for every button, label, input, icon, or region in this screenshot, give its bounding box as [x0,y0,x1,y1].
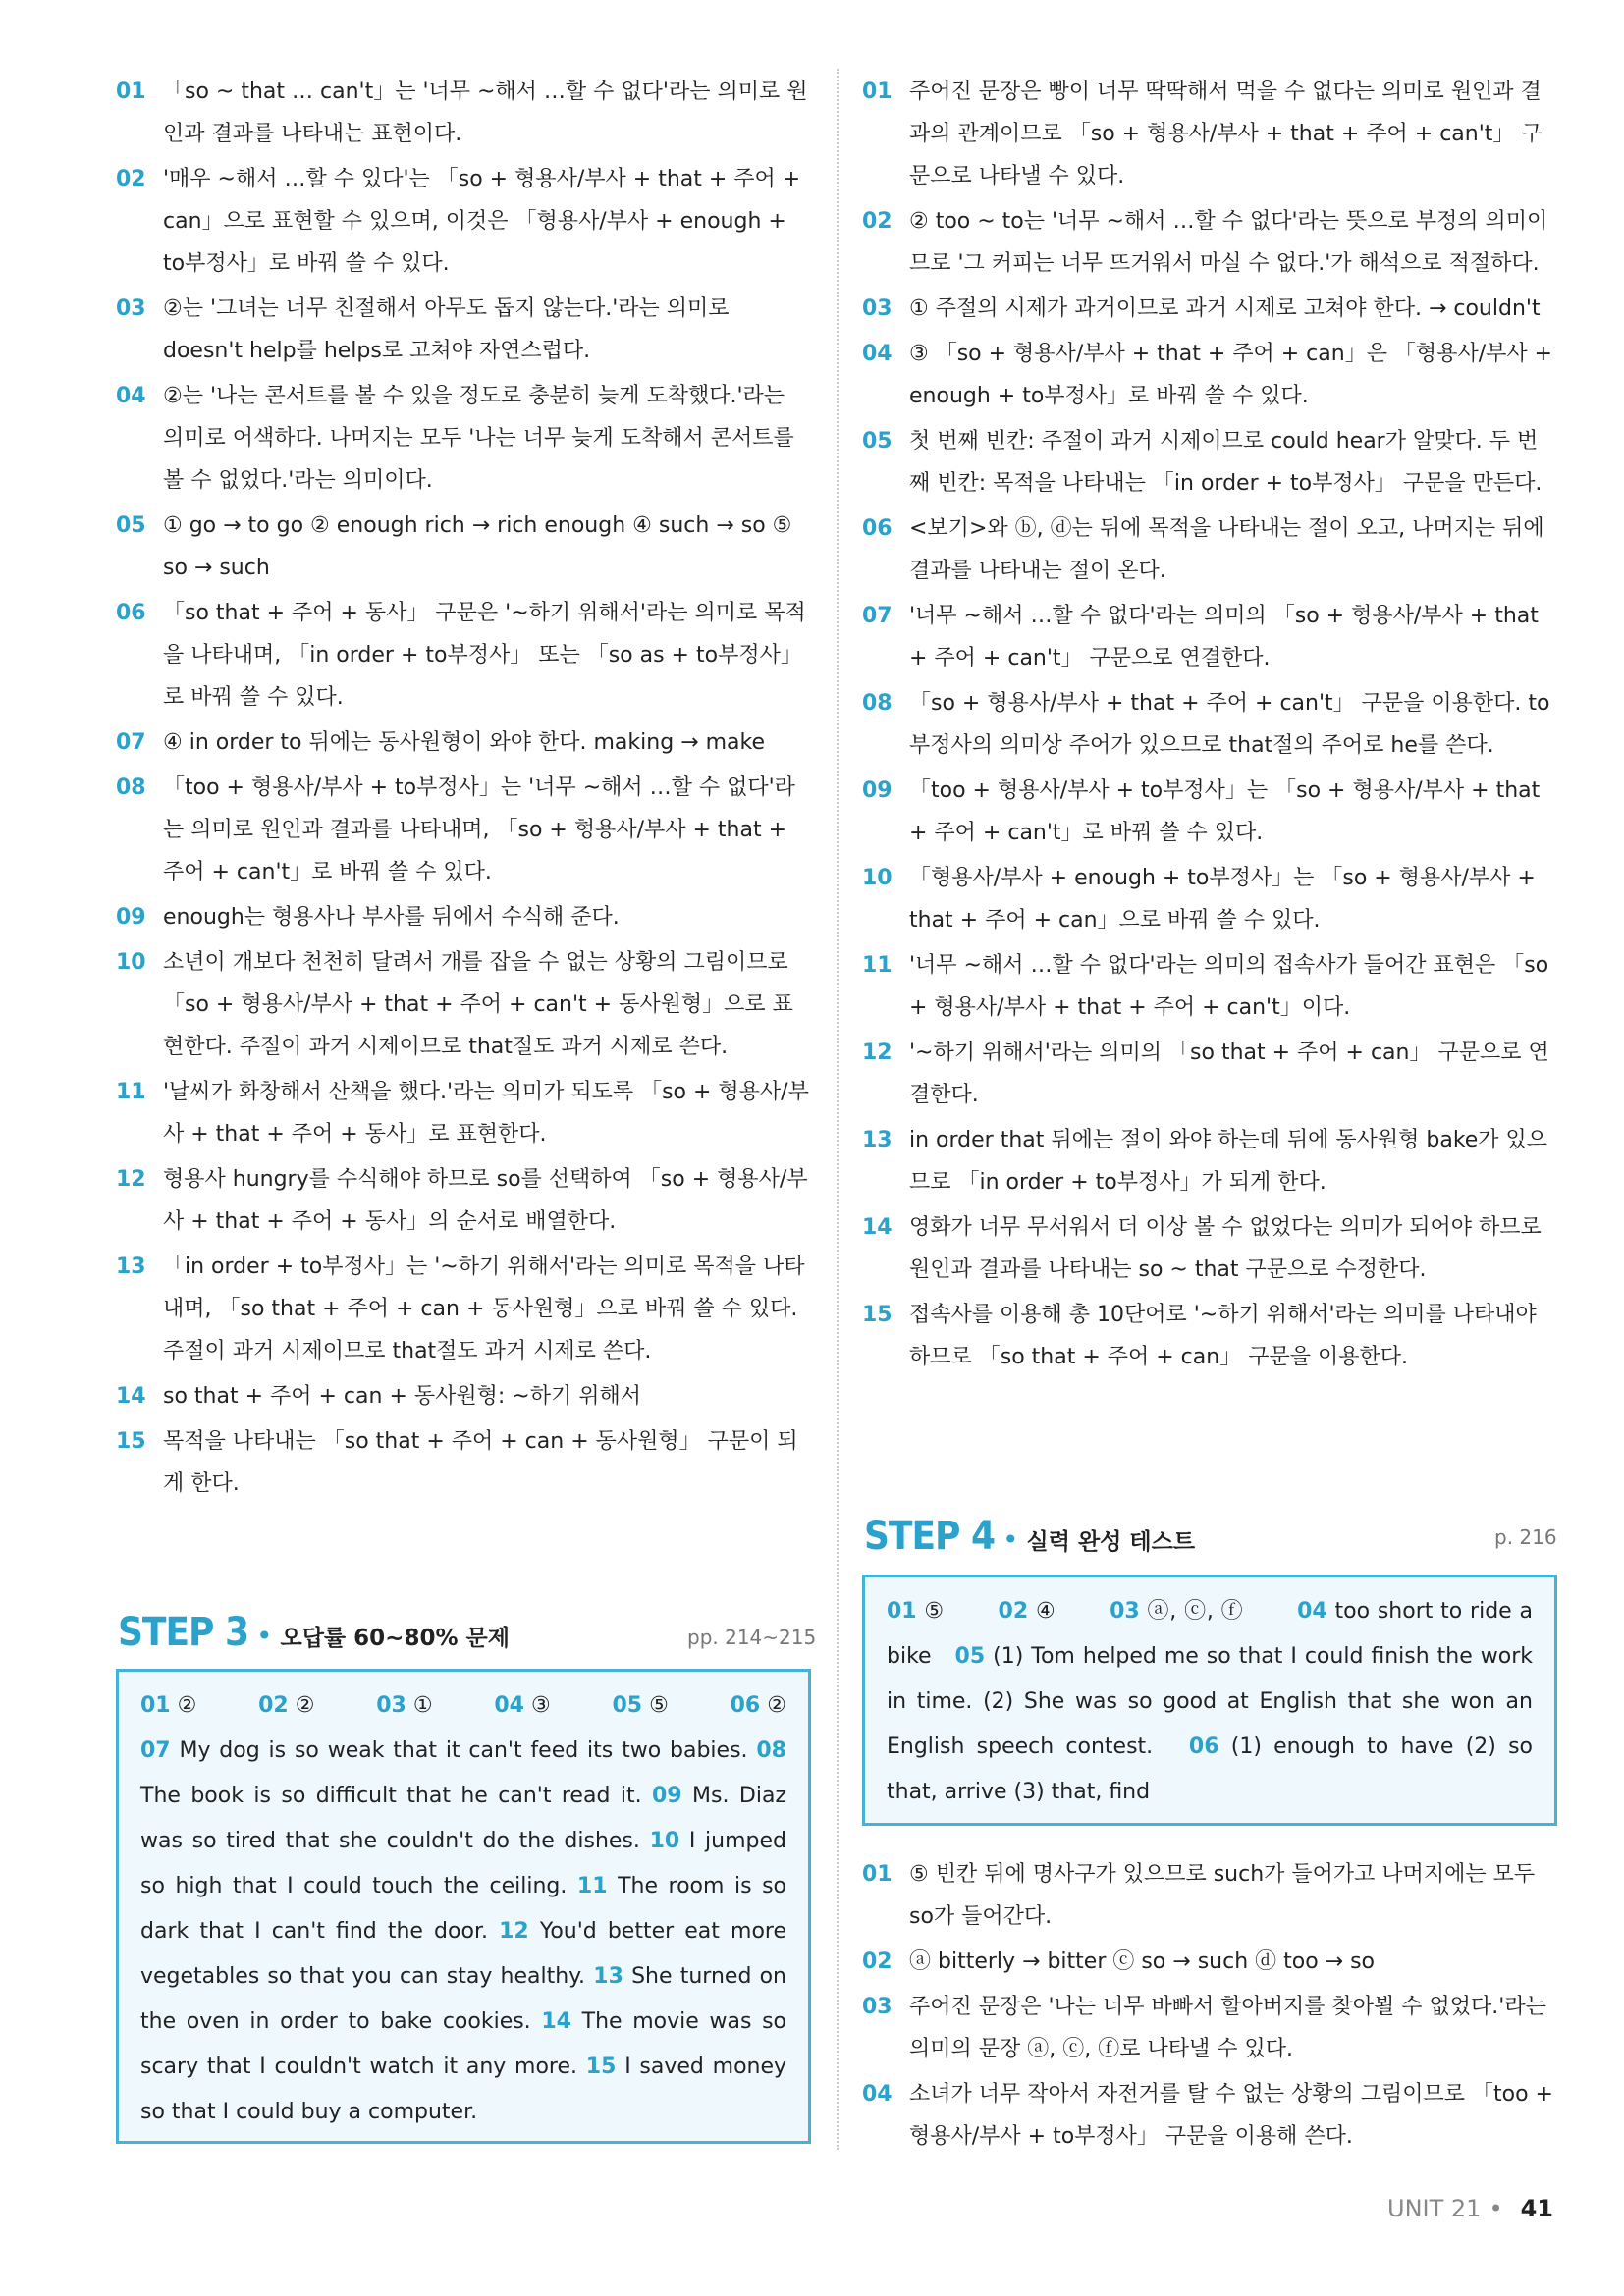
list-item [116,1071,811,1155]
item-number: 15 [116,1429,146,1454]
answer-text: ⓐ, ⓒ, ⓕ [1147,1599,1244,1624]
step4-subtitle: 실력 완성 테스트 [1026,1529,1196,1555]
answer-item [258,1683,314,1729]
answer-number: 15 [585,2055,617,2079]
step3-short-answers [140,1683,786,1729]
answer-text: I saved money so that I could buy a computer. [140,2055,787,2124]
item-number: 04 [862,2082,893,2107]
item-number: 07 [862,604,893,628]
step4-dot: • [1001,1523,1019,1556]
answer-number: 12 [499,1919,529,1944]
answer-item [494,1683,550,1729]
item-text: 소녀가 너무 작아서 자전거를 탈 수 없는 상황의 그림이므로 「too + 형용사/부사 + to부정사」 구문을 이용해 쓴다. [909,2082,1553,2149]
item-text: ① go → to go ② enough rich → rich enough ④ such → so ⑤ so → such [163,513,792,580]
list-item [116,375,811,502]
step4-page-ref: p. 216 [1494,1525,1557,1549]
answer-text: ② [767,1693,786,1718]
item-number: 13 [862,1128,893,1152]
answer-number: 10 [649,1829,680,1853]
item-text: ⑤ 빈칸 뒤에 명사구가 있으므로 such가 들어가고 나머지에는 모두 so가 들어간다. [909,1862,1536,1929]
list-item [862,507,1557,592]
page-footer [1387,2195,1553,2222]
list-item [862,1853,1557,1938]
list-item [862,288,1557,330]
step4-title: STEP 4 [864,1514,995,1559]
answer-number: 06 [730,1693,761,1718]
item-number: 03 [862,296,893,321]
list-item [862,1294,1557,1378]
item-number: 03 [862,1995,893,2019]
item-number: 04 [862,342,893,366]
item-number: 11 [862,953,893,978]
item-text: '너무 ~해서 …할 수 없다'라는 의미의 「so + 형용사/부사 + that + 주어 + can't」 구문으로 연결한다. [909,604,1539,670]
item-number: 05 [862,429,893,454]
answer-number: 02 [258,1693,289,1718]
list-item [862,420,1557,505]
list-item [116,896,811,938]
answer-text: (1) enough to have (2) so that, arrive (3) that, find [887,1735,1534,1804]
list-item [862,595,1557,679]
item-number: 06 [862,516,893,541]
list-item [116,592,811,719]
answer-text: ⑤ [924,1599,945,1624]
answer-text: My dog is so weak that it can't feed its two babies. [179,1738,748,1763]
item-text: 첫 번째 빈칸: 주절이 과거 시제이므로 could hear가 알맞다. 두 번째 빈칸: 목적을 나타내는 「in order + to부정사」 구문을 만든다. [909,429,1543,496]
item-text: in order that 뒤에는 절이 와야 하는데 뒤에 동사원형 bake가 있으므로 「in order + to부정사」가 되게 한다. [909,1128,1548,1195]
answer-number: 08 [756,1738,786,1763]
item-text: 형용사 hungry를 수식해야 하므로 so를 선택하여 「so + 형용사/부사 + that + 주어 + 동사」의 순서로 배열한다. [163,1167,808,1234]
answer-number: 13 [593,1964,623,1989]
list-item [116,1375,811,1417]
answer-number: 06 [1188,1735,1219,1759]
item-text: 접속사를 이용해 총 10단어로 '~하기 위해서'라는 의미를 나타내야 하므로 「so that + 주어 + can」 구문을 이용한다. [909,1303,1537,1369]
item-text: so that + 주어 + can + 동사원형: ~하기 위해서 [163,1384,641,1409]
list-item [116,1246,811,1372]
item-text: 「so + 형용사/부사 + that + 주어 + can't」 구문을 이용한다. to부정사의 의미상 주어가 있으므로 that절의 주어로 he를 쓴다. [909,691,1550,758]
answer-text: ② [177,1693,197,1718]
answer-text: ③ [531,1693,551,1718]
list-item [116,721,811,764]
right-explanations [862,71,1557,1381]
item-text: ②는 '그녀는 너무 친절해서 아무도 돕지 않는다.'라는 의미로 doesn't help를 helps로 고쳐야 자연스럽다. [163,296,730,363]
list-item [862,682,1557,767]
list-item [862,1986,1557,2070]
item-text: '날씨가 화창해서 산책을 했다.'라는 의미가 되도록 「so + 형용사/부사 + that + 주어 + 동사」로 표현한다. [163,1080,809,1147]
answer-text: The room is so dark that I can't find the door. [140,1874,786,1944]
item-number: 13 [116,1255,146,1279]
answer-text: The book is so difficult that he can't read it. [140,1784,642,1808]
step3-page-ref: pp. 214~215 [687,1626,817,1649]
list-item [116,1420,811,1505]
answer-number: 04 [1297,1599,1327,1624]
item-text: ④ in order to 뒤에는 동사원형이 와야 한다. making → make [163,730,765,755]
answer-text: ⑤ [649,1693,669,1718]
step3-title: STEP 3 [118,1610,248,1655]
item-text: 목적을 나타내는 「so that + 주어 + can + 동사원형」 구문이 되게 한다. [163,1429,798,1496]
answer-text: (1) Tom helped me so that I could finish the work in time. (2) She was so good at English that she won an English speech contest. [887,1644,1533,1759]
list-item [116,158,811,285]
item-text: ②는 '나는 콘서트를 볼 수 있을 정도로 충분히 늦게 도착했다.'라는 의미로 어색하다. 나머지는 모두 '나는 너무 늦게 도착해서 콘서트를 볼 수 없었다.'라는 의미이다. [163,384,794,493]
item-text: 「so ~ that … can't」는 '너무 ~해서 …할 수 없다'라는 의미로 원인과 결과를 나타내는 표현이다. [163,80,808,146]
step3-dot: • [255,1620,273,1652]
item-text: 영화가 너무 무서워서 더 이상 볼 수 없었다는 의미가 되어야 하므로 원인과 결과를 나타내는 so ~ that 구문으로 수정한다. [909,1215,1542,1282]
step3-answer-box [116,1669,811,2144]
item-number: 06 [116,601,146,625]
answer-text: I jumped so high that I could touch the ceiling. [140,1829,787,1898]
list-item [116,1158,811,1243]
answer-number: 01 [140,1693,171,1718]
item-number: 09 [862,778,893,803]
item-text: ⓐ bitterly → bitter ⓒ so → such ⓓ too → so [909,1949,1376,1974]
list-item [862,770,1557,854]
item-text: 주어진 문장은 '나는 너무 바빠서 할아버지를 찾아뵐 수 없었다.'라는 의미의 문장 ⓐ, ⓒ, ⓕ로 나타낼 수 있다. [909,1995,1546,2061]
item-text: '~하기 위해서'라는 의미의 「so that + 주어 + can」 구문으로 연결한다. [909,1041,1549,1107]
item-number: 03 [116,296,146,321]
item-number: 15 [862,1303,893,1327]
list-item [116,288,811,372]
answer-number: 11 [576,1874,608,1898]
answer-number: 01 [887,1599,917,1624]
answer-number: 05 [954,1644,986,1669]
item-text: 「in order + to부정사」는 '~하기 위해서'라는 의미로 목적을 나타내며, 「so that + 주어 + can + 동사원형」으로 바꿔 쓸 수 있다. 주절이 과거 시제이므로 that절도 과거 시제로 쓴다. [163,1255,805,1363]
item-number: 09 [116,905,146,930]
item-number: 12 [862,1041,893,1065]
item-text: 소년이 개보다 천천히 달려서 개를 잡을 수 없는 상황의 그림이므로 「so + 형용사/부사 + that + 주어 + can't + 동사원형」으로 표현한다. 주절이 과거 시제이므로 that절도 과거 시제로 쓴다. [163,950,793,1059]
list-item [116,71,811,155]
item-number: 08 [116,775,146,800]
list-item [862,857,1557,941]
answer-text: The movie was so scary that I couldn't watch it any more. [140,2009,786,2079]
list-item [862,333,1557,417]
list-item [862,1119,1557,1203]
list-item [116,767,811,893]
list-item [862,71,1557,197]
item-text: ② too ~ to는 '너무 ~해서 …할 수 없다'라는 뜻으로 부정의 의미이므로 '그 커피는 너무 뜨거워서 마실 수 없다.'가 해석으로 적절하다. [909,209,1548,276]
item-text: 주어진 문장은 빵이 너무 딱딱해서 먹을 수 없다는 의미로 원인과 결과의 관계이므로 「so + 형용사/부사 + that + 주어 + can't」 구문으로 나타낼 수 있다. [909,80,1543,188]
item-text: 「형용사/부사 + enough + to부정사」는 「so + 형용사/부사 + that + 주어 + can」으로 바꿔 쓸 수 있다. [909,866,1536,933]
page-number: 41 [1520,2195,1553,2222]
step4-explanations [862,1853,1557,2161]
list-item [862,944,1557,1029]
item-number: 01 [862,1862,893,1887]
step4-header [864,1514,1195,1559]
item-text: 「so that + 주어 + 동사」 구문은 '~하기 위해서'라는 의미로 목적을 나타내며, 「in order + to부정사」 또는 「so as + to부정사」로 바꿔 쓸 수 있다. [163,601,806,710]
item-number: 02 [862,1949,893,1974]
item-number: 05 [116,513,146,538]
step3-subtitle: 오답률 60~80% 문제 [280,1626,510,1651]
answer-item [731,1683,786,1729]
answer-number: 03 [376,1693,406,1718]
item-number: 10 [116,950,146,975]
answer-number: 05 [612,1693,643,1718]
item-number: 08 [862,691,893,716]
answer-text: You'd better eat more vegetables so that you can stay healthy. [140,1919,787,1989]
answer-text: Ms. Diaz was so tired that she couldn't do the dishes. [140,1784,786,1853]
answer-text: ① [412,1693,433,1718]
list-item [862,1032,1557,1116]
item-text: 「too + 형용사/부사 + to부정사」는 '너무 ~해서 …할 수 없다'라는 의미로 원인과 결과를 나타내며, 「so + 형용사/부사 + that + 주어 + can't」로 바꿔 쓸 수 있다. [163,775,795,884]
answer-number: 09 [652,1784,682,1808]
item-number: 01 [862,80,893,104]
answer-item [613,1683,669,1729]
answer-text: too short to ride a bike [887,1599,1533,1669]
step4-answer-box [862,1575,1557,1826]
list-item [116,941,811,1068]
answer-number: 04 [494,1693,524,1718]
step3-header [118,1610,510,1655]
item-text: enough는 형용사나 부사를 뒤에서 수식해 준다. [163,905,620,930]
left-explanations [116,71,811,1508]
item-number: 14 [116,1384,146,1409]
item-text: 「too + 형용사/부사 + to부정사」는 「so + 형용사/부사 + that + 주어 + can't」로 바꿔 쓸 수 있다. [909,778,1541,845]
list-item [862,1941,1557,1983]
answer-text: ④ [1035,1599,1056,1624]
answer-number: 07 [140,1738,171,1763]
answer-text: ② [295,1693,315,1718]
item-number: 01 [116,80,146,104]
list-item [862,200,1557,285]
item-number: 12 [116,1167,146,1192]
item-number: 14 [862,1215,893,1240]
footer-dot: • [1489,2195,1503,2222]
item-text: ③ 「so + 형용사/부사 + that + 주어 + can」은 「형용사/부사 + enough + to부정사」로 바꿔 쓸 수 있다. [909,342,1553,408]
unit-label: UNIT 21 [1387,2195,1482,2222]
item-number: 04 [116,384,146,408]
answer-text: She turned on the oven in order to bake cookies. [140,1964,787,2034]
item-text: '매우 ~해서 …할 수 있다'는 「so + 형용사/부사 + that + 주어 + can」으로 표현할 수 있으며, 이것은 「형용사/부사 + enough + to부정사」로 바꿔 쓸 수 있다. [163,167,801,276]
item-text: ① 주절의 시제가 과거이므로 과거 시제로 고쳐야 한다. → couldn't [909,296,1541,321]
item-number: 10 [862,866,893,890]
item-text: <보기>와 ⓑ, ⓓ는 뒤에 목적을 나타내는 절이 오고, 나머지는 뒤에 결과를 나타내는 절이 온다. [909,516,1544,583]
item-number: 02 [116,167,146,191]
item-number: 02 [862,209,893,234]
item-number: 07 [116,730,146,755]
column-divider [837,69,839,2150]
answer-number: 02 [998,1599,1029,1624]
answer-number: 14 [541,2009,571,2034]
step3-long-answers [140,1729,786,2135]
answer-item [140,1683,196,1729]
item-text: '너무 ~해서 …할 수 없다'라는 의미의 접속사가 들어간 표현은 「so + 형용사/부사 + that + 주어 + can't」이다. [909,953,1549,1020]
answer-item [376,1683,432,1729]
answer-number: 03 [1110,1599,1140,1624]
list-item [862,2073,1557,2158]
list-item [116,505,811,589]
item-number: 11 [116,1080,146,1104]
list-item [862,1206,1557,1291]
